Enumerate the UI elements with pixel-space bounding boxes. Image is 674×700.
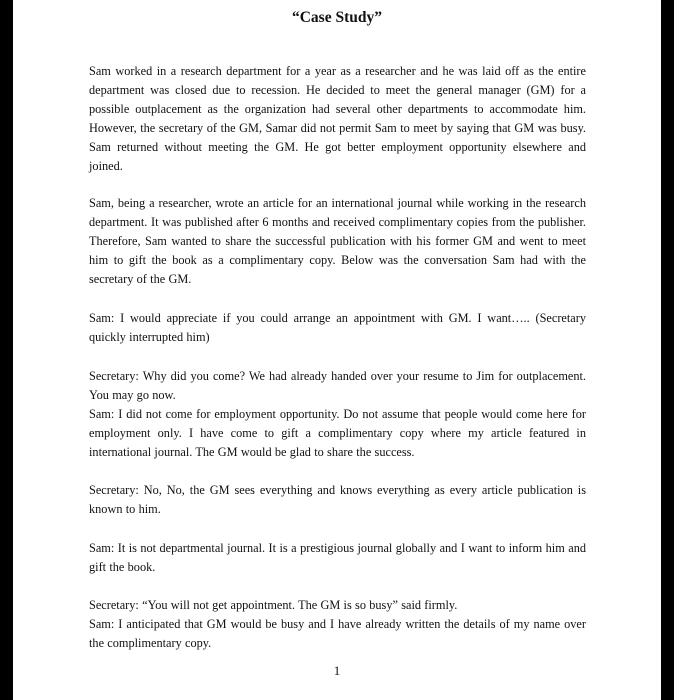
secretary-line: Secretary: “You will not get appointment. The GM is so busy” said firmly. bbox=[89, 598, 458, 612]
paragraph-3 bbox=[89, 309, 586, 347]
paragraph-text: Sam: I would appreciate if you could arrange an appointment with GM. I want….. (Secretary quickly interrupted him) bbox=[89, 311, 586, 344]
secretary-line: Secretary: Why did you come? We had already handed over your resume to Jim for outplacement. You may go now. bbox=[89, 369, 586, 402]
paragraph-5 bbox=[89, 481, 586, 519]
paragraph-7 bbox=[89, 596, 586, 653]
sam-line: Sam: I anticipated that GM would be busy and I have already written the details of my name over the complimentary copy. bbox=[89, 617, 586, 650]
page-number: 1 bbox=[333, 663, 341, 678]
paragraph-text: Sam: It is not departmental journal. It is a prestigious journal globally and I want to inform him and gift the book. bbox=[89, 541, 586, 574]
paragraph-6 bbox=[89, 539, 586, 577]
paragraph-text: Secretary: No, No, the GM sees everything and knows everything as every article publication is known to him. bbox=[89, 483, 586, 516]
document-title: “Case Study” bbox=[291, 9, 382, 26]
sam-line: Sam: I did not come for employment opportunity. Do not assume that people would come here for employment only. I have come to gift a complimentary copy where my article featured in international journal. The GM would be glad to share the success. bbox=[89, 407, 586, 459]
paragraph-text: Sam, being a researcher, wrote an article for an international journal while working in the research department. It was published after 6 months and received complimentary copies from the publisher. Therefore, Sam wanted to share the successful publication with his former GM and went to meet him to gift the book as a complimentary copy. Below was the conversation Sam had with the secretary of the GM. bbox=[89, 196, 586, 286]
paragraph-text: Sam worked in a research department for a year as a researcher and he was laid off as the entire department was closed due to recession. He decided to meet the general manager (GM) for a possible outplacement as the organization had several other departments to accommodate him. However, the secretary of the GM, Samar did not permit Sam to meet by saying that GM was busy. Sam returned without meeting the GM. He got better employment opportunity elsewhere and joined. bbox=[89, 64, 586, 173]
paragraph-1 bbox=[89, 62, 586, 176]
paragraph-4 bbox=[89, 367, 586, 462]
document-page bbox=[13, 0, 661, 700]
paragraph-2 bbox=[89, 194, 586, 289]
